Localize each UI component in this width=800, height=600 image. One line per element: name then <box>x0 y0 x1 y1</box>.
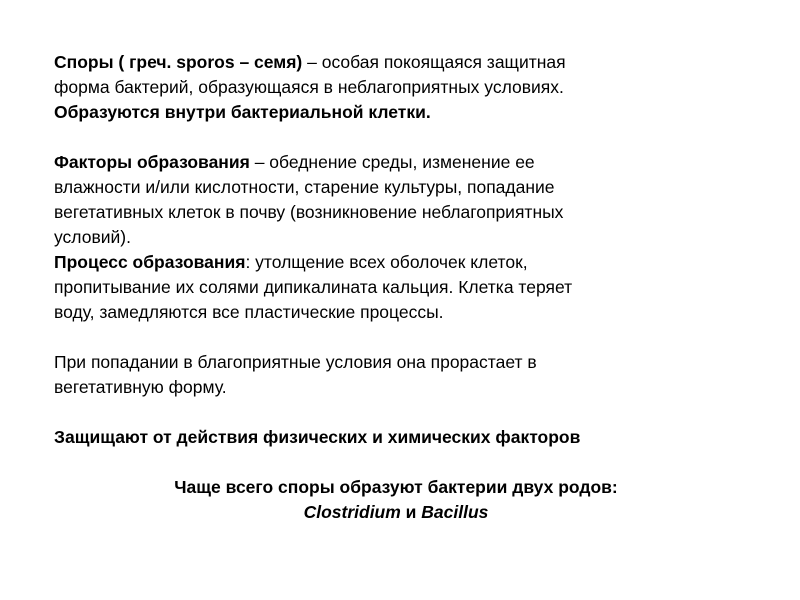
genus-line <box>54 500 738 525</box>
process-line-2: пропитывание их солями дипикалината кальция. Клетка теряет <box>54 277 573 297</box>
process-text: : утолщение всех оболочек клеток, <box>245 252 528 272</box>
factors-text: – обеднение среды, изменение ее <box>249 152 535 172</box>
conclusion-line-1: Чаще всего споры образуют бактерии двух родов: <box>174 477 618 497</box>
spacer <box>54 125 754 150</box>
spores-term: Споры ( греч. sporos – семя) <box>54 52 303 72</box>
factors-line-3: вегетативных клеток в почву (возникновение неблагоприятных <box>54 202 564 222</box>
process-heading: Процесс образования <box>54 252 246 272</box>
factors-line-2: влажности и/или кислотности, старение культуры, попадание <box>54 177 555 197</box>
formation-location-line: Образуются внутри бактериальной клетки. <box>54 102 431 122</box>
definition-text: – особая покоящаяся защитная <box>302 52 566 72</box>
formation-process-paragraph <box>54 250 754 325</box>
factors-line-4: условий). <box>54 227 131 247</box>
genus-bacillus: Bacillus <box>421 502 489 522</box>
spacer <box>54 325 754 350</box>
genus-conjunction: и <box>400 502 422 522</box>
factors-line-1 <box>54 150 754 175</box>
process-line-1 <box>54 250 754 275</box>
spores-definition-paragraph <box>54 50 754 125</box>
spacer <box>54 400 754 425</box>
conclusion-paragraph <box>54 475 754 525</box>
spacer <box>54 450 754 475</box>
definition-line-1 <box>54 50 754 75</box>
factors-heading: Факторы образования <box>54 152 250 172</box>
formation-factors-paragraph <box>54 150 754 250</box>
slide-text <box>54 50 754 525</box>
genus-clostridium: Clostridium <box>303 502 401 522</box>
definition-line-2: форма бактерий, образующаяся в неблагоприятных условиях. <box>54 77 564 97</box>
protection-paragraph <box>54 425 754 450</box>
germination-paragraph <box>54 350 754 400</box>
germination-line-2: вегетативную форму. <box>54 377 227 397</box>
process-line-3: воду, замедляются все пластические процессы. <box>54 302 444 322</box>
germination-line-1: При попадании в благоприятные условия она прорастает в <box>54 352 537 372</box>
protection-line: Защищают от действия физических и химических факторов <box>54 427 581 447</box>
